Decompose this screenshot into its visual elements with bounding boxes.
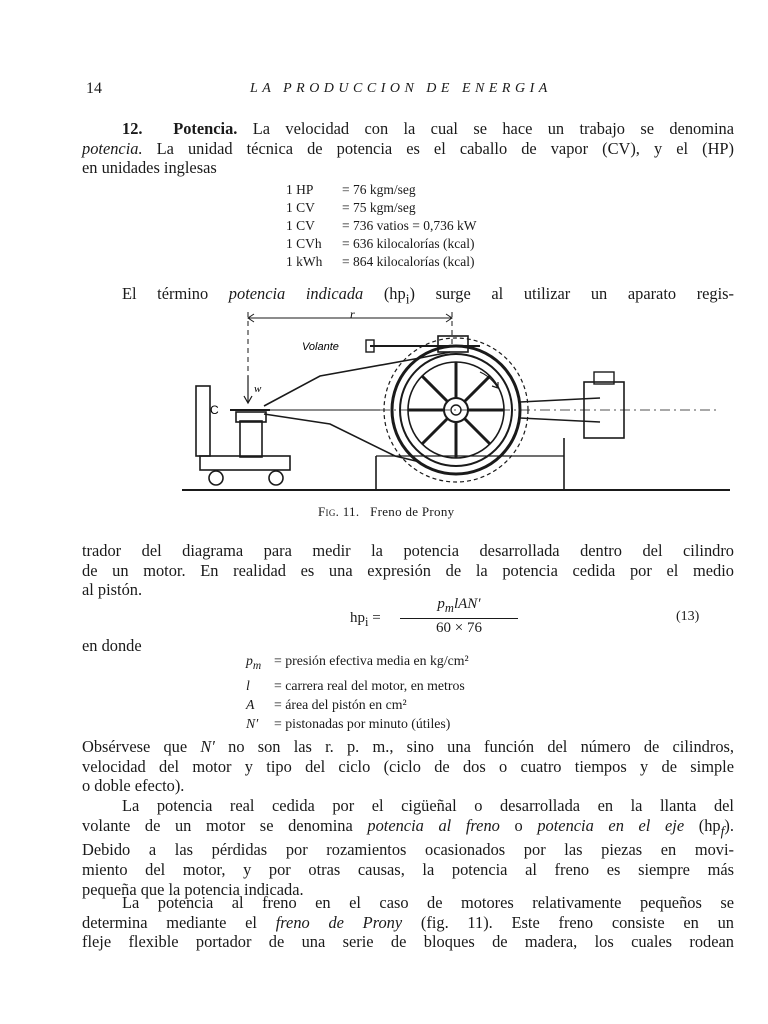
trador-line-1: trador del diagrama para medir la potencia desarrollada dentro del cilindro [82, 541, 734, 560]
unit-row [286, 199, 476, 217]
real-line-3: Debido a las pérdidas por rozamientos ocasionados por las piezas en movi- [82, 840, 734, 860]
unit-value: = 75 kgm/seg [342, 200, 416, 215]
section-heading: Potencia. [173, 119, 238, 138]
label-volante: Volante [302, 341, 339, 353]
symbol: p [246, 653, 253, 668]
label-w: w [254, 383, 262, 395]
text: El término [122, 284, 209, 303]
variable-row [246, 695, 469, 714]
unit-value: = 636 kilocalorías (kcal) [342, 236, 475, 251]
text: (hp [383, 284, 406, 303]
text: volante de un motor se denomina [82, 815, 353, 835]
unit-row [286, 253, 476, 271]
variable-definitions [246, 651, 469, 733]
variable-definition: = pistonadas por minuto (útiles) [274, 715, 451, 731]
unit-symbol: 1 HP [286, 182, 314, 197]
running-title: LA PRODUCCION DE ENERGIA [250, 81, 552, 96]
symbol: l [246, 677, 250, 693]
observese-line-1 [82, 737, 734, 757]
formula-hp: hp [350, 610, 365, 626]
subscript: i [405, 291, 410, 307]
text: ). [724, 815, 734, 835]
term-potencia-al-freno: potencia al freno [367, 815, 500, 835]
unit-symbol: 1 kWh [286, 254, 323, 269]
variable-row [246, 651, 469, 676]
observese-line-2: velocidad del motor y tipo del ciclo (ciclo de dos o cuatro tiempos y de simple [82, 756, 734, 776]
text: Obsérvese que [82, 737, 188, 756]
observese-line-3: o doble efecto). [82, 776, 185, 796]
variable-definition: = carrera real del motor, en metros [274, 677, 465, 693]
text: ) surge al utilizar un aparato regis- [409, 284, 735, 303]
section-line-1 [82, 119, 734, 139]
trador-paragraph [82, 541, 734, 600]
num-rest: lAN′ [453, 596, 481, 612]
formula-fraction [400, 596, 518, 637]
subscript: f [720, 822, 725, 838]
unit-row [286, 181, 476, 199]
observese-paragraph [82, 737, 734, 796]
freno-line-2 [82, 913, 734, 933]
freno-line-1: La potencia al freno en el caso de motores relativamente pequeños se [122, 893, 734, 912]
symbol: N′ [246, 715, 259, 731]
formula-denominator: 60 × 76 [436, 620, 482, 636]
text: o [514, 815, 523, 835]
text: determina mediante el [82, 912, 257, 932]
formula-lhs [350, 610, 381, 630]
prony-brake-illustration [180, 306, 732, 498]
term-potencia-en-el-eje: potencia en el eje [537, 815, 685, 835]
unit-symbol: 1 CVh [286, 236, 322, 251]
label-r: r [350, 307, 355, 321]
variable-row [246, 676, 469, 695]
potencia-real-paragraph [82, 796, 734, 899]
text: no son las r. p. m., sino una función del número de cilindros, [228, 737, 734, 756]
variable-row [246, 714, 469, 733]
variable-definition: = presión efectiva media en kg/cm² [274, 653, 469, 668]
formula-hp-sub: i [365, 615, 369, 629]
variable-symbol [246, 695, 274, 714]
symbol: A [246, 696, 255, 712]
formula-eq: = [368, 610, 381, 626]
unit-equivalences [286, 181, 476, 271]
real-line-1: La potencia real cedida por el cigüeñal o desarrollada en la llanta del [122, 796, 734, 815]
num-p: p [437, 596, 445, 612]
equation-number: (13) [676, 609, 700, 624]
real-line-4: miento del motor, y por otras causas, la potencia al freno es siempre más [82, 860, 734, 880]
unit-symbol: 1 CV [286, 200, 315, 215]
freno-paragraph [82, 893, 734, 952]
unit-row [286, 235, 476, 253]
variable-symbol [246, 676, 274, 695]
unit-row [286, 217, 476, 235]
symbol-subscript: m [252, 659, 262, 672]
real-line-5: pequeña que la potencia indicada. [82, 879, 304, 899]
real-line-2 [82, 816, 734, 841]
en-donde-text: en donde [82, 636, 142, 655]
caption-text: Freno de Prony [370, 504, 455, 519]
text: (fig. 11). Este freno consiste en un [420, 912, 734, 932]
page-number: 14 [86, 80, 102, 97]
section-line-3: en unidades inglesas [82, 158, 217, 178]
prony-brake-figure [180, 306, 732, 498]
trador-line-2: de un motor. En realidad es una expresión de la potencia cedida por el medio [82, 560, 734, 580]
variable-symbol [246, 714, 274, 733]
trador-line-3: al pistón. [82, 580, 143, 600]
unit-symbol: 1 CV [286, 218, 315, 233]
text: (hp [698, 815, 721, 835]
section-number: 12. [122, 119, 143, 138]
num-p-sub: m [444, 601, 454, 615]
caption-prefix: Fig. 11. [318, 504, 360, 519]
term-freno-de-prony: freno de Prony [275, 912, 403, 932]
term-potencia: potencia. [82, 138, 143, 158]
symbol-n: N′ [200, 737, 215, 756]
freno-line-3: fleje flexible portador de una serie de bloques de madera, los cuales rodean [82, 932, 734, 952]
unit-value: = 864 kilocalorías (kcal) [342, 254, 475, 269]
variable-definition: = área del pistón en cm² [274, 696, 407, 712]
section-text: La unidad técnica de potencia es el caballo de vapor (CV), y el (HP) [156, 138, 734, 158]
section-12-paragraph [82, 119, 734, 178]
variable-symbol [246, 651, 274, 676]
unit-value: = 736 vatios = 0,736 kW [342, 218, 477, 233]
term-potencia-indicada: potencia indicada [228, 284, 364, 303]
unit-value: = 76 kgm/seg [342, 182, 416, 197]
label-c: C [210, 403, 219, 417]
figure-caption [318, 504, 454, 520]
section-line-2 [82, 139, 734, 159]
formula-numerator [400, 596, 518, 619]
section-text: La velocidad con la cual se hace un trabajo se denomina [252, 119, 734, 138]
